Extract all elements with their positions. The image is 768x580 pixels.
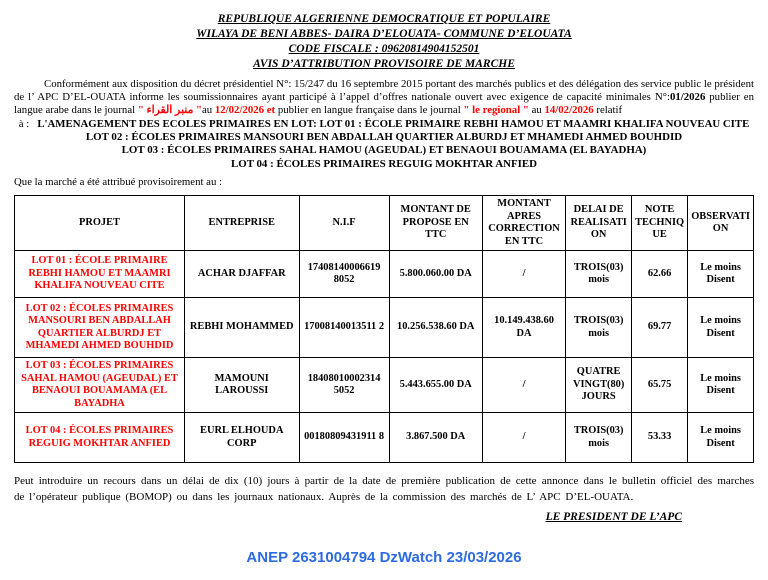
col-header-note: NOTE TECHNIQUE — [632, 196, 688, 251]
code-fiscale: CODE FISCALE : 09620814904152501 — [288, 43, 480, 55]
attribution-intro-line: Que la marché a été attribué provisoirement au : — [14, 176, 223, 189]
avis-number: 01/2026 — [669, 91, 706, 104]
cell-note: 65.75 — [632, 358, 688, 413]
cell-delai: TROIS(03) mois — [566, 298, 632, 358]
cell-observation: Le moins Disent — [688, 298, 754, 358]
date-publication-arabe: 12/02/2026 et — [214, 104, 276, 117]
cell-observation: Le moins Disent — [688, 413, 754, 463]
col-header-montant-propose: MONTANT DE PROPOSE EN TTC — [389, 196, 482, 251]
cell-nif: 00180809431911 8 — [299, 413, 389, 463]
cell-montant-propose: 5.443.655.00 DA — [389, 358, 482, 413]
intro-text: Conformément aux disposition du décret présidentiel N°: 15/247 du 16 septembre 2015 portant des marchés publics et des délégation des service public le président de l’ APC D’EL-OUATA informe les soumissionnaires ayant participé à l’appel d’offres nationale ouvert avec exigence de capacité minimales N°: — [14, 78, 754, 104]
cell-projet: LOT 02 : ÉCOLES PRIMAIRES MANSOURI BEN ABDALLAH QUARTIER ALBURDJ ET MHAMEDI AHMED BOUHDID — [15, 298, 185, 358]
avis-title: AVIS D’ATTRIBUTION PROVISOIRE DE MARCHE — [253, 58, 515, 70]
cell-observation: Le moins Disent — [688, 251, 754, 298]
republic-title: REPUBLIQUE ALGERIENNE DEMOCRATIQUE ET POPULAIRE — [217, 13, 551, 25]
cell-entreprise: REBHI MOHAMMED — [184, 298, 299, 358]
lot-04-line: LOT 04 : ÉCOLES PRIMAIRES REGUIG MOKHTAR ANFIED — [230, 157, 538, 170]
cell-projet: LOT 03 : ÉCOLES PRIMAIRES SAHAL HAMOU (AGEUDAL) ET BENAOUI BOUAMAMA (EL BAYADHA — [15, 358, 185, 413]
objet-marche: L'AMENAGEMENT DES ECOLES PRIMAIRES EN LOT: LOT 01 : ÉCOLE PRIMAIRE REBHI HAMOU ET MAAMRI KHALIFA NOUVEAU CITE — [37, 117, 750, 130]
cell-nif: 17008140013511 2 — [299, 298, 389, 358]
date-publication-francais: 14/02/2026 — [544, 104, 594, 117]
attribution-table — [14, 195, 754, 463]
cell-note: 69.77 — [632, 298, 688, 358]
cell-note: 62.66 — [632, 251, 688, 298]
cell-nif: 18408010002314 5052 — [299, 358, 389, 413]
cell-montant-corrige: 10.149.438.60 DA — [482, 298, 566, 358]
cell-entreprise: MAMOUNI LAROUSSI — [184, 358, 299, 413]
col-header-delai: DELAI DE REALISATION — [566, 196, 632, 251]
col-header-entreprise: ENTREPRISE — [184, 196, 299, 251]
objet-marche-line — [14, 118, 754, 131]
cell-nif: 17408140006619 8052 — [299, 251, 389, 298]
table-row — [15, 413, 754, 463]
cell-montant-propose: 3.867.500 DA — [389, 413, 482, 463]
wilaya-title: WILAYA DE BENI ABBES- DAIRA D’ELOUATA- COMMUNE D’ELOUATA — [196, 28, 572, 40]
cell-entreprise: ACHAR DJAFFAR — [184, 251, 299, 298]
intro-text: relatif — [593, 104, 623, 117]
intro-text: au — [528, 104, 545, 117]
quote-open: " — [137, 104, 147, 117]
intro-text: au — [201, 104, 215, 117]
col-header-projet: PROJET — [15, 196, 185, 251]
president-signature-line: LE PRESIDENT DE L’APC — [545, 511, 682, 524]
cell-montant-propose: 5.800.060.00 DA — [389, 251, 482, 298]
quote-close: " — [193, 104, 202, 117]
lot-03-line: LOT 03 : ÉCOLES PRIMAIRES SAHAL HAMOU (AGEUDAL) ET BENAOUI BOUAMAMA (EL BAYADHA) — [121, 144, 647, 157]
cell-projet: LOT 04 : ÉCOLES PRIMAIRES REGUIG MOKHTAR ANFIED — [15, 413, 185, 463]
recours-paragraph: Peut introduire un recours dans un délai de dix (10) jours à partir de la date de première publication de cette annonce dans le bulletin officiel des marches de l’opérateur publique (BOMOP) ou dans les journaux nationaux. Auprès de la commission des marchés de L’ APC D’EL-OUATA. — [14, 475, 754, 504]
cell-montant-corrige: / — [482, 413, 566, 463]
col-header-observation: OBSERVATION — [688, 196, 754, 251]
col-header-montant-corrige: MONTANT APRES CORRECTION EN TTC — [482, 196, 566, 251]
table-row — [15, 298, 754, 358]
cell-projet: LOT 01 : ÉCOLE PRIMAIRE REBHI HAMOU ET MAAMRI KHALIFA NOUVEAU CITE — [15, 251, 185, 298]
cell-montant-corrige: / — [482, 358, 566, 413]
objet-prefix: à : — [18, 117, 30, 130]
intro-text: publier en langue française dans le journal — [275, 104, 464, 117]
cell-montant-propose: 10.256.538.60 DA — [389, 298, 482, 358]
intro-text: publier en langue arabe dans le journal — [14, 91, 754, 117]
cell-delai: TROIS(03) mois — [566, 251, 632, 298]
cell-observation: Le moins Disent — [688, 358, 754, 413]
table-header-row — [15, 196, 754, 251]
intro-paragraph — [14, 78, 754, 118]
anep-reference-line: ANEP 2631004794 DzWatch 23/03/2026 — [246, 549, 522, 567]
journal-francais-name: " le regional " — [463, 104, 529, 117]
cell-entreprise: EURL ELHOUDA CORP — [184, 413, 299, 463]
cell-delai: TROIS(03) mois — [566, 413, 632, 463]
journal-arabe-name: منبر القراء — [146, 104, 194, 117]
cell-note: 53.33 — [632, 413, 688, 463]
col-header-nif: N.I.F — [299, 196, 389, 251]
table-row — [15, 251, 754, 298]
table-row — [15, 358, 754, 413]
cell-delai: QUATRE VINGT(80) JOURS — [566, 358, 632, 413]
lot-02-line: LOT 02 : ÉCOLES PRIMAIRES MANSOURI BEN ABDALLAH QUARTIER ALBURDJ ET MHAMEDI AHMED BOUHDID — [85, 130, 683, 143]
cell-montant-corrige: / — [482, 251, 566, 298]
